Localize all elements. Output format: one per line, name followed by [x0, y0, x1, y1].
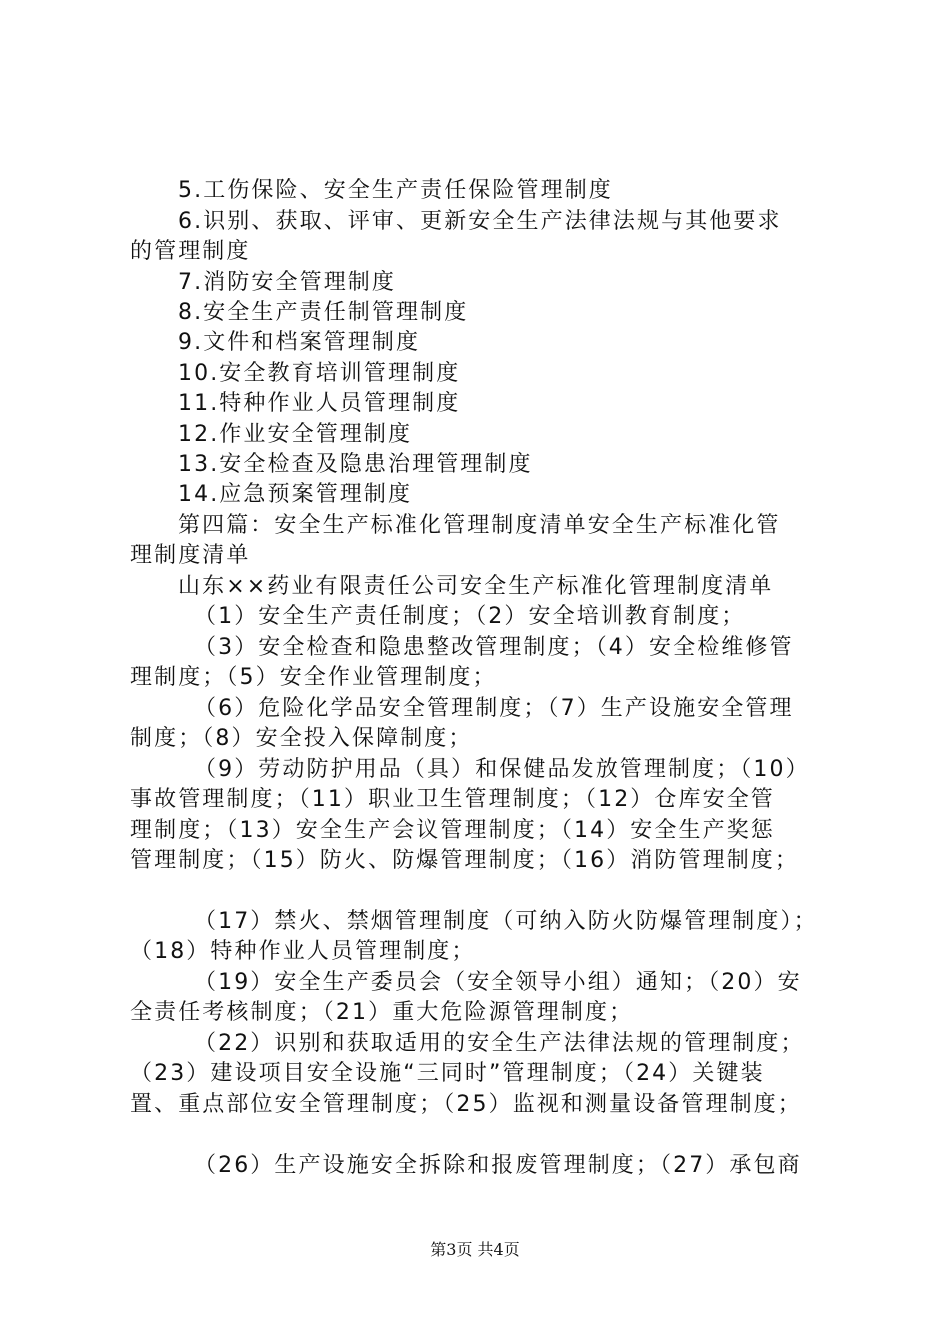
- text-line: 10.安全教育培训管理制度: [178, 361, 461, 386]
- text-line: 13.安全检查及隐患治理管理制度: [178, 452, 533, 477]
- text-line: 12.作业安全管理制度: [178, 422, 413, 447]
- text-line: （9）劳动防护用品（具）和保健品发放管理制度；（10）: [194, 757, 810, 782]
- text-line: 全责任考核制度；（21）重大危险源管理制度；: [130, 1000, 634, 1025]
- text-line: 理制度；（5）安全作业管理制度；: [130, 665, 497, 690]
- text-line: 11.特种作业人员管理制度: [178, 391, 461, 416]
- text-line: 理制度；（13）安全生产会议管理制度；（14）安全生产奖惩: [130, 818, 775, 843]
- text-line: （17）禁火、禁烟管理制度（可纳入防火防爆管理制度）；: [194, 909, 818, 934]
- document-subtitle: 山东××药业有限责任公司安全生产标准化管理制度清单: [178, 574, 774, 599]
- text-line: （22）识别和获取适用的安全生产法律法规的管理制度；: [194, 1031, 805, 1056]
- text-line: （1）安全生产责任制度；（2）安全培训教育制度；: [194, 604, 746, 629]
- section-heading: 第四篇：安全生产标准化管理制度清单安全生产标准化管: [178, 513, 781, 538]
- text-line: 5.工伤保险、安全生产责任保险管理制度: [178, 178, 613, 203]
- text-line: 9.文件和档案管理制度: [178, 330, 421, 355]
- text-line: （26）生产设施安全拆除和报废管理制度；（27）承包商: [194, 1153, 802, 1178]
- text-line: 7.消防安全管理制度: [178, 270, 396, 295]
- text-line: 的管理制度: [130, 239, 251, 264]
- text-line: （23）建设项目安全设施“三同时”管理制度；（24）关键装: [130, 1061, 765, 1086]
- text-line: 管理制度；（15）防火、防爆管理制度；（16）消防管理制度；: [130, 848, 799, 873]
- text-line: 事故管理制度；（11）职业卫生管理制度；（12）仓库安全管: [130, 787, 775, 812]
- text-line: 置、重点部位安全管理制度；（25）监视和测量设备管理制度；: [130, 1092, 802, 1117]
- text-line: 14.应急预案管理制度: [178, 482, 413, 507]
- text-line: （19）安全生产委员会（安全领导小组）通知；（20）安: [194, 970, 802, 995]
- page-number-footer: 第3页 共4页: [430, 1240, 520, 1259]
- text-line: （18）特种作业人员管理制度；: [130, 939, 476, 964]
- text-line: （3）安全检查和隐患整改管理制度；（4）安全检维修管: [194, 635, 794, 660]
- section-heading: 理制度清单: [130, 543, 251, 568]
- text-line: （6）危险化学品安全管理制度；（7）生产设施安全管理: [194, 696, 794, 721]
- text-line: 6.识别、获取、评审、更新安全生产法律法规与其他要求: [178, 209, 782, 234]
- text-line: 制度；（8）安全投入保障制度；: [130, 726, 473, 751]
- text-line: 8.安全生产责任制管理制度: [178, 300, 469, 325]
